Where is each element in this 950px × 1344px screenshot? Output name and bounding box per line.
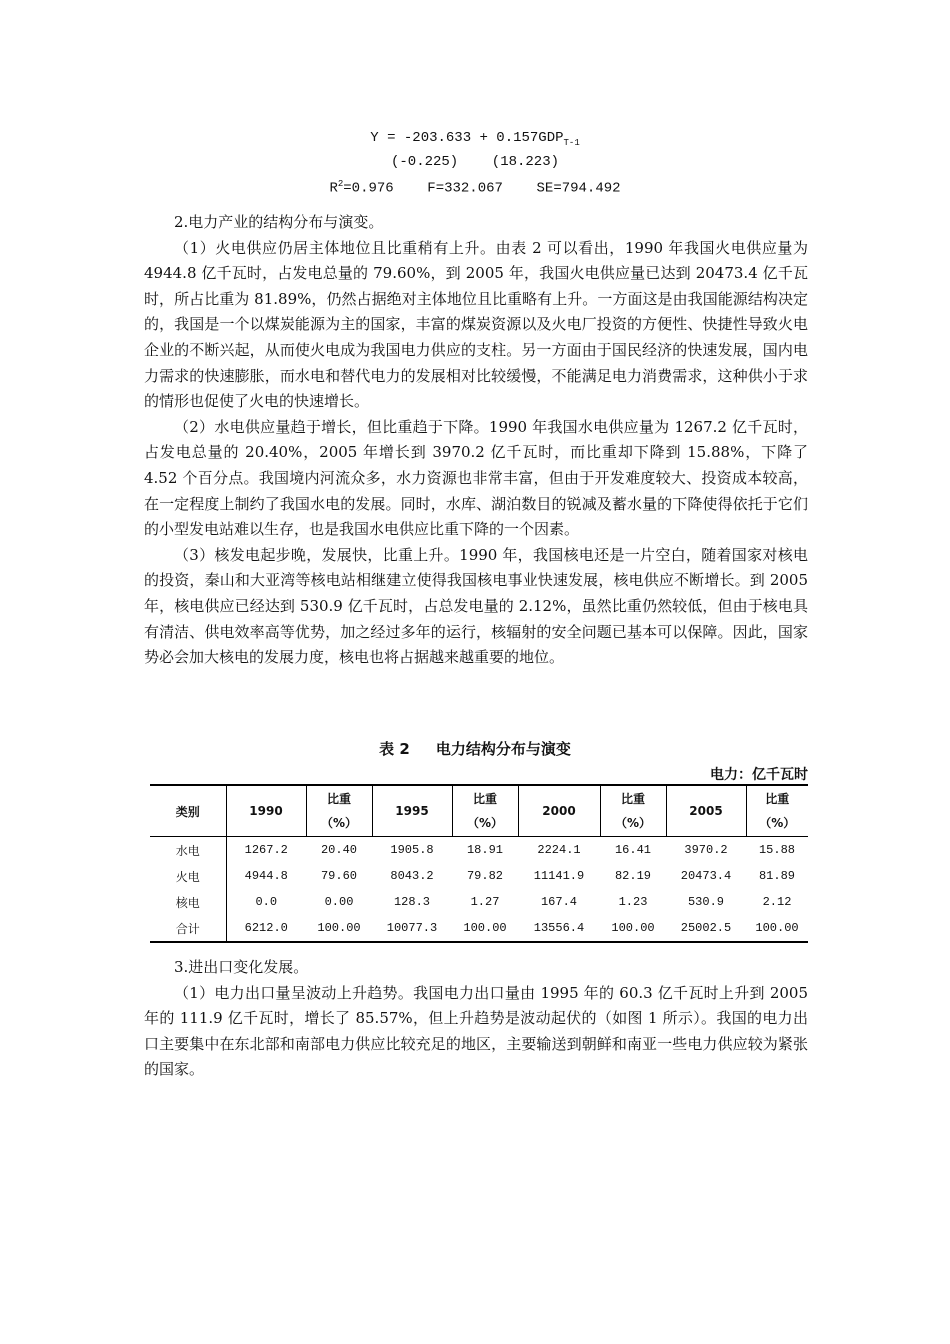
header-share-1990 <box>306 785 372 837</box>
table-cell: 20.40 <box>320 843 357 857</box>
table-cell: 79.60 <box>320 869 357 883</box>
table-title: 电力结构分布与演变 <box>435 740 571 758</box>
header-share-1995 <box>452 785 518 837</box>
table-cell: 15.88 <box>758 843 795 857</box>
table-cell: 3970.2 <box>684 843 728 857</box>
table-cell: 1.27 <box>470 895 500 909</box>
table-cell: 20473.4 <box>680 869 732 883</box>
row-label: 水电 <box>150 837 226 864</box>
paragraph-thermal-power: （1）火电供应仍居主体地位且比重稍有上升。由表 2 可以看出，1990 年我国火电供应量为 4944.8 亿千瓦时，占发电总量的 79.60%，到 2005 年，我国火电供应量已达到 20473.4 亿千瓦时，所占比重为 81.89%，仍然占据绝对主体地位且比重略有上升。一方面这是由我国能源结构决定的，我国是一个以煤炭能源为主的国家，丰富的煤炭资源以及火电厂投资的方便性、快捷性导致火电企业的不断兴起，从而使火电成为我国电力供应的支柱。另一方面由于国民经济的快速发展，国内电力需求的快速膨胀，而水电和替代电力的发展相对比较缓慢，不能满足电力消费需求，这种供小于求的情形也促使了火电的快速增长。 <box>144 238 808 411</box>
table-cell: 25002.5 <box>666 915 746 942</box>
header-year-1990: 1990 <box>226 785 306 837</box>
table-cell: 100.00 <box>306 915 372 942</box>
header-year-2005: 2005 <box>666 785 746 837</box>
table-cell: 0.00 <box>324 895 354 909</box>
table-cell: 6212.0 <box>226 915 306 942</box>
share-unit: （%） <box>759 816 796 830</box>
equation-subscript: T-1 <box>563 137 580 148</box>
section-3-heading: 3.进出口变化发展。 <box>174 958 309 976</box>
paragraph-hydro-power: （2）水电供应量趋于增长，但比重趋于下降。1990 年我国水电供应量为 1267.2 亿千瓦时，占发电总量的 20.40%，2005 年增长到 3970.2 亿千瓦时，而比重却下降到 15.88%，下降了 4.52 个百分点。我国境内河流众多，水力资源也非常丰富，但由于开发难度较大、投资成本较高，在一定程度上制约了我国水电的发展。同时，水库、湖泊数目的锐减及蓄水量的下降使得依托于它们的小型发电站难以生存，也是我国水电供应比重下降的一个因素。 <box>144 417 808 539</box>
power-structure-table <box>150 784 808 943</box>
header-share-2000 <box>600 785 666 837</box>
table-number: 表 2 <box>379 740 410 758</box>
table-cell: 1267.2 <box>244 843 288 857</box>
table-cell: 1905.8 <box>390 843 434 857</box>
table-cell: 530.9 <box>687 895 724 909</box>
table-cell: 0.0 <box>255 895 278 909</box>
regression-equation <box>0 130 950 148</box>
table-cell: 2.12 <box>762 895 792 909</box>
share-unit: （%） <box>466 816 504 830</box>
table-row <box>150 837 808 864</box>
r-squared-label: R <box>329 180 338 197</box>
table-cell: 100.00 <box>600 915 666 942</box>
table-header-row <box>150 785 808 837</box>
fit-values: =0.976 F=332.067 SE=794.492 <box>343 180 621 197</box>
paragraph-power-export: （1）电力出口量呈波动上升趋势。我国电力出口量由 1995 年的 60.3 亿千瓦时上升到 2005 年的 111.9 亿千瓦时，增长了 85.57%，但上升趋势是波动起伏的（如图 1 所示）。我国的电力出口主要集中在东北部和南部电力供应比较充足的地区，主要输送到朝鲜和南亚一些电力供应较为紧张的国家。 <box>144 983 808 1079</box>
share-label: 比重 <box>326 792 351 806</box>
table-cell: 18.91 <box>466 843 503 857</box>
table-cell: 16.41 <box>614 843 651 857</box>
header-year-1995: 1995 <box>372 785 452 837</box>
table-cell: 1.23 <box>618 895 648 909</box>
header-year-2000: 2000 <box>518 785 600 837</box>
share-label: 比重 <box>472 792 497 806</box>
table-cell: 100.00 <box>746 915 808 942</box>
header-share-2005 <box>746 785 808 837</box>
row-label: 合计 <box>150 915 226 942</box>
r-squared-superscript: 2 <box>337 179 344 189</box>
row-label: 火电 <box>150 863 226 889</box>
header-category: 类别 <box>150 785 226 837</box>
table-cell: 167.4 <box>540 895 577 909</box>
table-cell: 10077.3 <box>372 915 452 942</box>
share-label: 比重 <box>765 792 790 806</box>
table-cell: 2224.1 <box>537 843 581 857</box>
table-row <box>150 889 808 915</box>
table-unit: 电力：亿千瓦时 <box>710 767 808 783</box>
table-caption <box>0 738 950 759</box>
share-label: 比重 <box>620 792 645 806</box>
table-cell: 100.00 <box>452 915 518 942</box>
section-2-body <box>144 210 808 671</box>
table-cell: 128.3 <box>393 895 430 909</box>
table-cell: 11141.9 <box>533 869 585 883</box>
table-cell: 8043.2 <box>390 869 434 883</box>
table-cell: 13556.4 <box>518 915 600 942</box>
table-row <box>150 915 808 942</box>
table-row <box>150 863 808 889</box>
row-label: 核电 <box>150 889 226 915</box>
section-2-heading: 2.电力产业的结构分布与演变。 <box>174 213 384 231</box>
fit-statistics <box>0 179 950 197</box>
table-cell: 4944.8 <box>244 869 288 883</box>
share-unit: （%） <box>320 816 358 830</box>
paragraph-nuclear-power: （3）核发电起步晚，发展快，比重上升。1990 年，我国核电还是一片空白，随着国家对核电的投资，秦山和大亚湾等核电站相继建立使得我国核电事业快速发展，核电供应不断增长。到 2005 年，核电供应已经达到 530.9 亿千瓦时，占总发电量的 2.12%，虽然比重仍然较低，但由于核电具有清洁、供电效率高等优势，加之经过多年的运行，核辐射的安全问题已基本可以保障。因此，国家势必会加大核电的发展力度，核电也将占据越来越重要的地位。 <box>144 545 808 667</box>
table-cell: 81.89 <box>758 869 795 883</box>
share-unit: （%） <box>614 816 652 830</box>
equation-main: Y = -203.633 + 0.157GDP <box>370 130 564 146</box>
t-statistics: (-0.225) (18.223) <box>390 154 560 170</box>
table-cell: 82.19 <box>614 869 651 883</box>
section-3-body <box>144 955 808 1083</box>
table-cell: 79.82 <box>466 869 503 883</box>
